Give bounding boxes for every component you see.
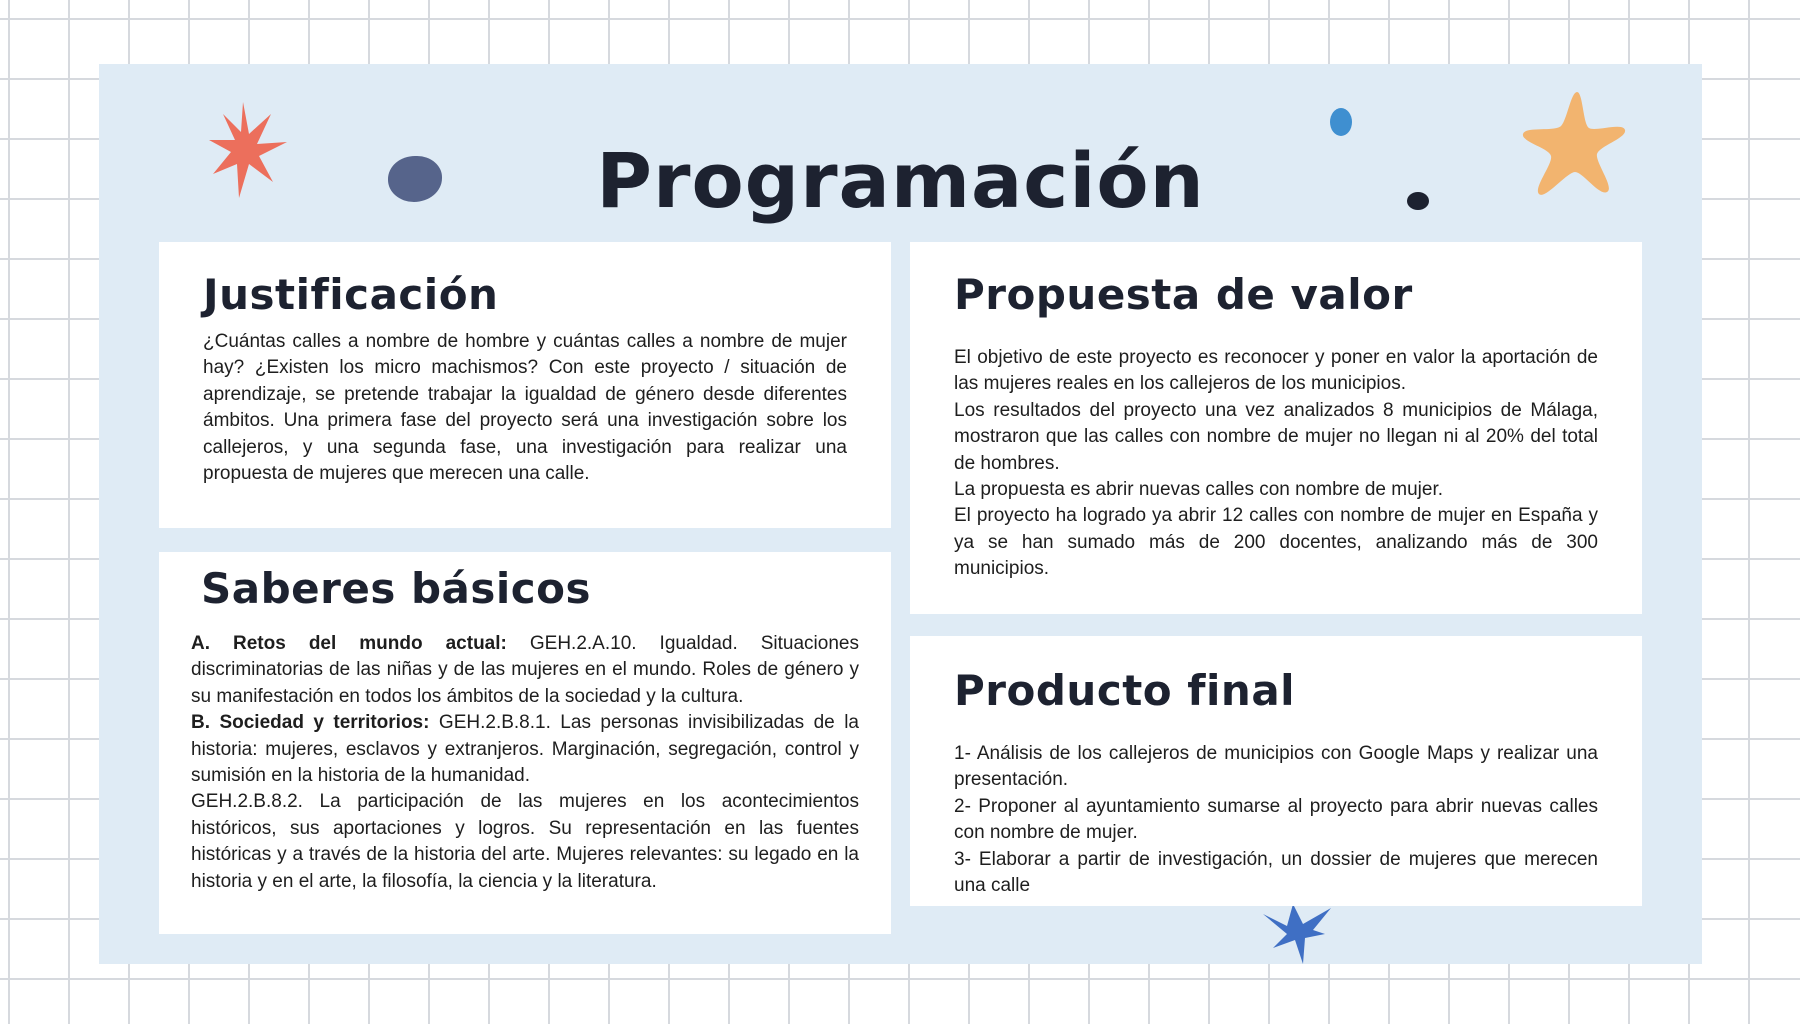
justificacion-card [159,242,891,528]
orange-star-icon [1519,88,1629,204]
saberes-heading: Saberes básicos [201,564,592,613]
saberes-item-a-text: GEH.2.A.10. Igualdad. Situaciones discriminatorias de las niñas y de las mujeres en el mundo. Roles de género y su manifestación en todos los ámbitos de la sociedad y la cultura. [191,633,859,707]
justificacion-text: ¿Cuántas calles a nombre de hombre y cuántas calles a nombre de mujer hay? ¿Existen los micro machismos? Con este proyecto / situación de aprendizaje, se pretende trabajar la igualdad de género desde diferentes ámbitos. Una primera fase del proyecto será una investigación sobre los callejeros, y una segunda fase, una investigación para realizar una propuesta de mujeres que merecen una calle. [203,331,847,485]
saberes-item-b-label: B. Sociedad y territorios: [191,712,430,734]
producto-heading: Producto final [954,666,1296,715]
saberes-item-a [191,631,859,710]
black-dot-decoration [1407,192,1429,210]
slide [99,64,1702,964]
red-star-icon [209,100,289,200]
propuesta-paragraph-1: El objetivo de este proyecto es reconocer y poner en valor la aportación de las mujeres reales en los callejeros de los municipios. [954,347,1598,395]
page-title: Programación [596,136,1205,225]
justificacion-heading: Justificación [203,270,499,319]
saberes-item-b [191,710,859,789]
propuesta-paragraph-3: La propuesta es abrir nuevas calles con nombre de mujer. [954,479,1443,501]
saberes-item-c: GEH.2.B.8.2. La participación de las mujeres en los acontecimientos históricos, sus aportaciones y logros. Su representación en las fuentes históricas y a través de la historia del arte. Mujeres relevantes: su legado en la historia y en el arte, la filosofía, la ciencia y la literatura. [191,791,859,892]
blue-star-icon [1259,904,1339,964]
propuesta-paragraph-2: Los resultados del proyecto una vez analizados 8 municipios de Málaga, mostraron que las calles con nombre de mujer no llegan ni al 20% del total de hombres. [954,399,1598,474]
saberes-item-b-text: GEH.2.B.8.1. Las personas invisibilizadas de la historia: mujeres, esclavos y extranjeros. Marginación, segregación, control y sumisión en la historia de la humanidad. [191,712,859,787]
propuesta-card [910,242,1642,614]
saberes-item-a-label: A. Retos del mundo actual: [191,633,507,654]
producto-card [910,636,1642,906]
producto-item-1: 1- Análisis de los callejeros de municipios con Google Maps y realizar una presentación. [954,743,1598,791]
saberes-card [159,552,891,934]
propuesta-paragraph-4: El proyecto ha logrado ya abrir 12 calles con nombre de mujer en España y ya se han sumado más de 200 docentes, analizando más de 300 municipios. [954,505,1598,580]
propuesta-heading: Propuesta de valor [954,270,1413,319]
producto-item-3: 3- Elaborar a partir de investigación, un dossier de mujeres que merecen una calle [954,848,1598,897]
blue-dot-decoration [1330,108,1352,136]
producto-item-2: 2- Proponer al ayuntamiento sumarse al proyecto para abrir nuevas calles con nombre de mujer. [954,795,1598,844]
